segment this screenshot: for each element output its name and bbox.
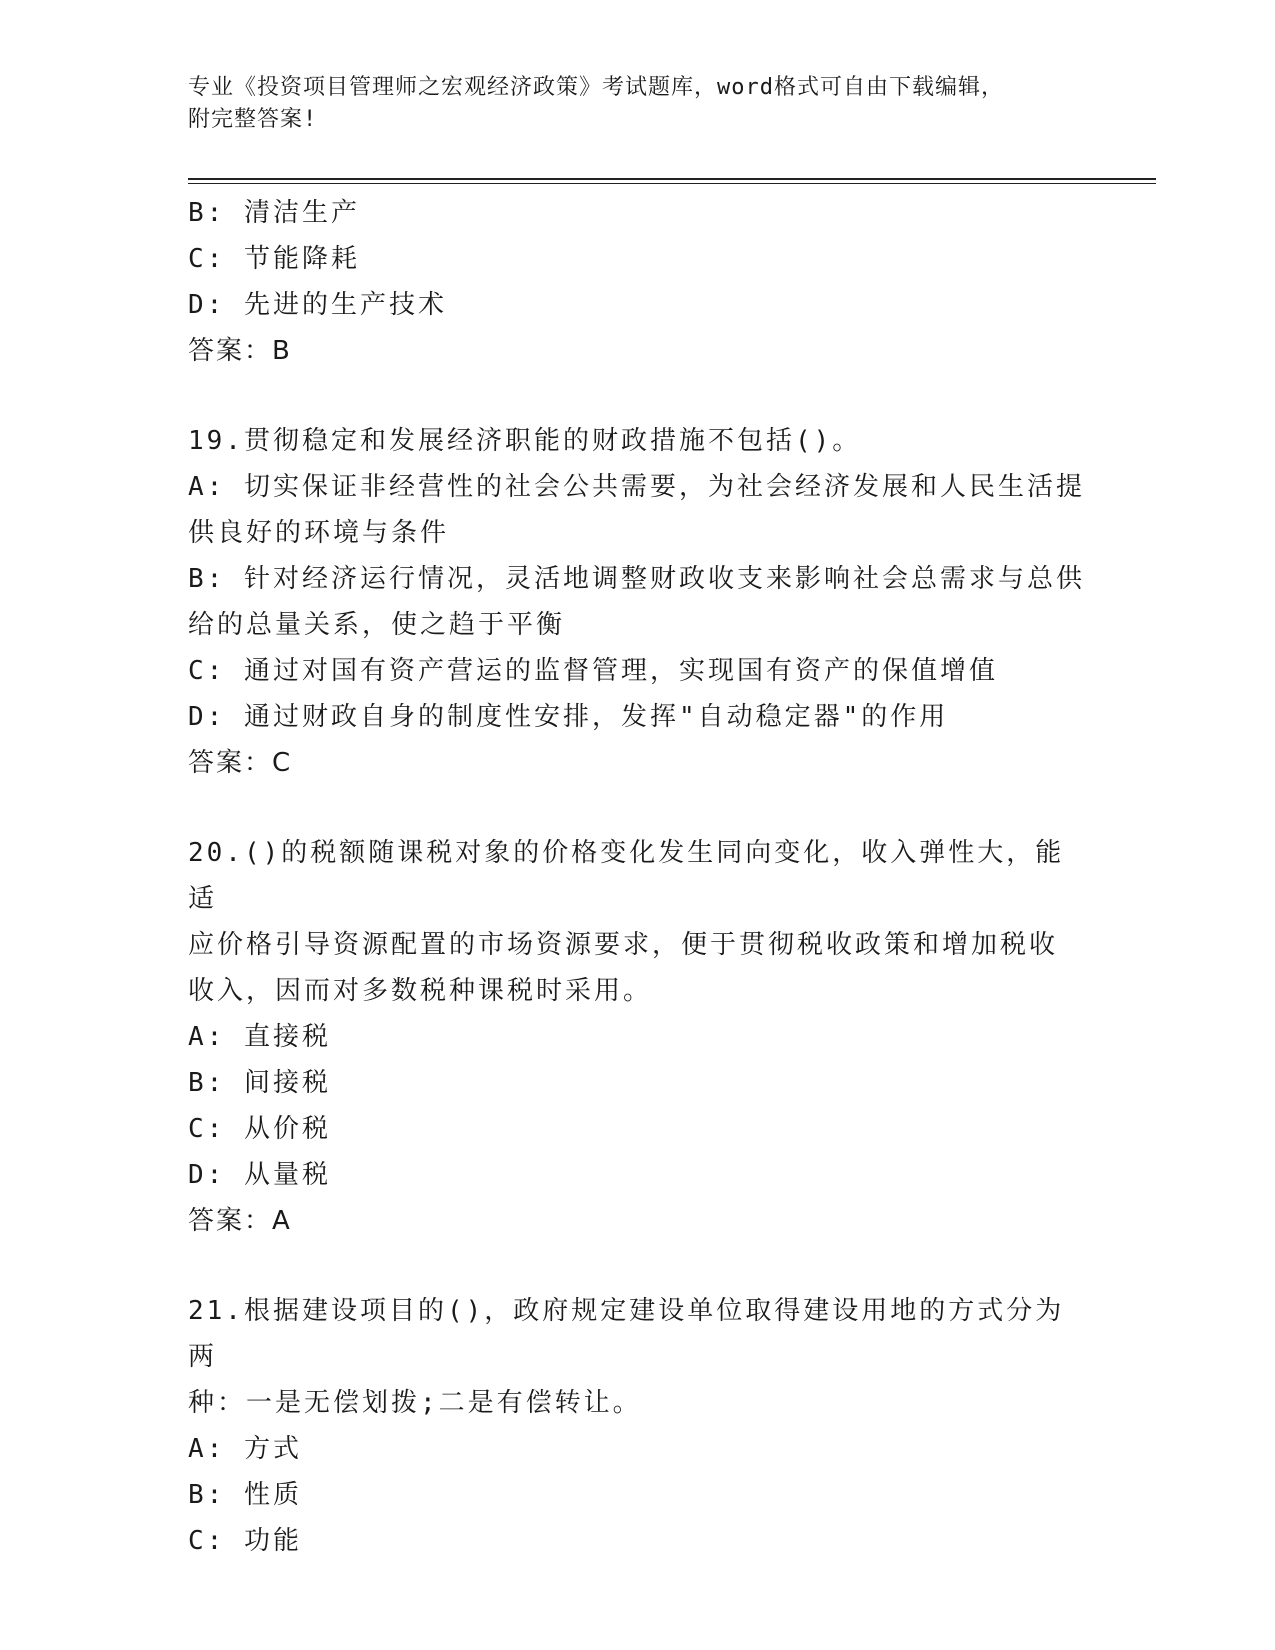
option-c: C: 通过对国有资产营运的监督管理，实现国有资产的保值增值 bbox=[188, 656, 998, 686]
option-b: B: 清洁生产 bbox=[188, 198, 360, 228]
question-19 bbox=[188, 418, 1088, 786]
question-spacer bbox=[188, 1244, 1088, 1288]
question-spacer bbox=[188, 786, 1088, 830]
question-20 bbox=[188, 830, 1088, 1244]
option-a: A: 直接税 bbox=[188, 1022, 331, 1052]
option-c: C: 功能 bbox=[188, 1526, 302, 1556]
question-stem-line-2: 应价格引导资源配置的市场资源要求，便于贯彻税收政策和增加税收 bbox=[188, 930, 1059, 960]
question-stem-line-2: 种：一是无偿划拨;二是有偿转让。 bbox=[188, 1388, 642, 1418]
header-line-2: 附完整答案! bbox=[188, 107, 318, 132]
option-a: A: 方式 bbox=[188, 1434, 302, 1464]
option-d: D: 从量税 bbox=[188, 1160, 331, 1190]
question-content bbox=[188, 190, 1088, 1564]
question-21 bbox=[188, 1288, 1088, 1564]
question-spacer bbox=[188, 374, 1088, 418]
answer-line: 答案：A bbox=[188, 1206, 292, 1236]
header-divider-thick bbox=[188, 178, 1156, 180]
option-a-line-1: A: 切实保证非经营性的社会公共需要，为社会经济发展和人民生活提 bbox=[188, 472, 1085, 502]
header-line-1: 专业《投资项目管理师之宏观经济政策》考试题库，word格式可自由下载编辑， bbox=[188, 75, 1004, 100]
option-d: D: 通过财政自身的制度性安排，发挥"自动稳定器"的作用 bbox=[188, 702, 949, 732]
option-d: D: 先进的生产技术 bbox=[188, 290, 447, 320]
option-b-line-1: B: 针对经济运行情况，灵活地调整财政收支来影响社会总需求与总供 bbox=[188, 564, 1085, 594]
option-c: C: 节能降耗 bbox=[188, 244, 360, 274]
answer-line: 答案：B bbox=[188, 336, 292, 366]
question-stem-line-1: 21.根据建设项目的()，政府规定建设单位取得建设用地的方式分为两 bbox=[188, 1296, 1065, 1372]
header-divider-thin bbox=[188, 183, 1156, 184]
option-c: C: 从价税 bbox=[188, 1114, 331, 1144]
option-b: B: 性质 bbox=[188, 1480, 302, 1510]
question-stem-line-3: 收入，因而对多数税种课税时采用。 bbox=[188, 976, 653, 1006]
question-18-tail bbox=[188, 190, 1088, 374]
document-header bbox=[188, 72, 1068, 136]
question-stem-line-1: 20.()的税额随课税对象的价格变化发生同向变化，收入弹性大，能适 bbox=[188, 838, 1065, 914]
option-b: B: 间接税 bbox=[188, 1068, 331, 1098]
answer-line: 答案：C bbox=[188, 748, 293, 778]
option-b-line-2: 给的总量关系，使之趋于平衡 bbox=[188, 610, 566, 640]
option-a-line-2: 供良好的环境与条件 bbox=[188, 518, 450, 548]
question-stem: 19.贯彻稳定和发展经济职能的财政措施不包括()。 bbox=[188, 426, 862, 456]
